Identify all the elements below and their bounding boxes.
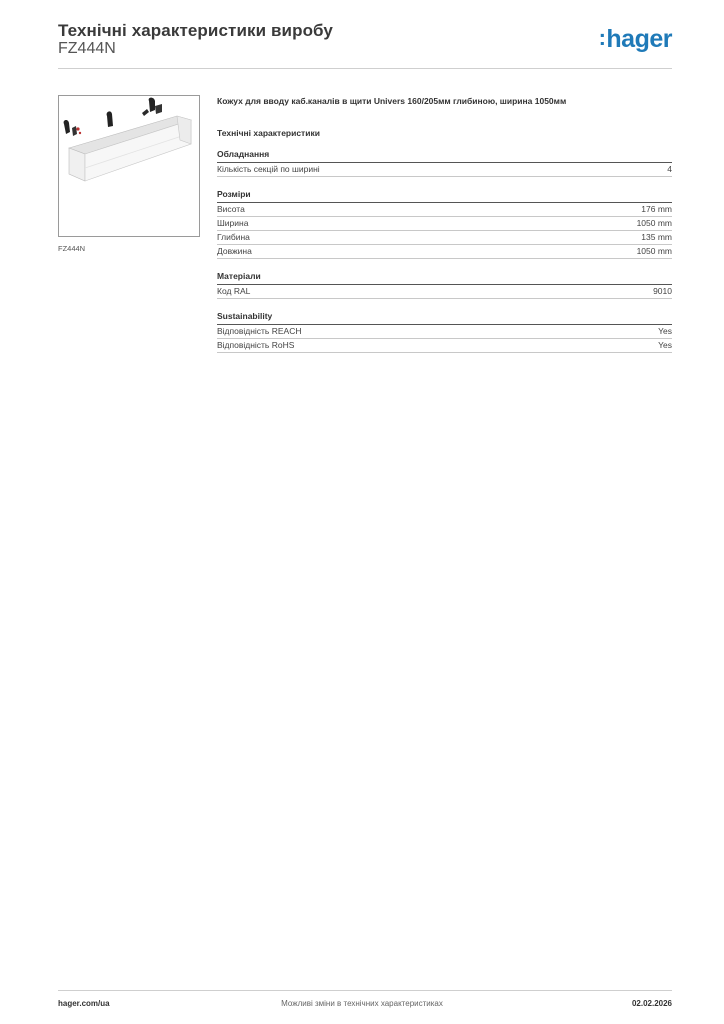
image-caption: FZ444N [58,244,86,253]
page-title: Технічні характеристики виробу [58,21,333,40]
spec-row [217,163,672,177]
product-description: Кожух для вводу каб.каналів в щити Univers 160/205мм глибиною, ширина 1050мм [217,96,567,106]
spec-value: Yes [658,340,672,350]
hager-logo: :hager [598,25,672,53]
spec-row [217,217,672,231]
spec-label: Кількість секцій по ширині [217,164,320,174]
spec-group [217,149,672,177]
spec-value: 4 [667,164,672,174]
spec-label: Ширина [217,218,249,228]
spec-value: 9010 [653,286,672,296]
spec-group [217,311,672,353]
spec-row [217,339,672,353]
spec-row [217,245,672,259]
footer-date: 02.02.2026 [631,999,672,1008]
spec-groups [217,149,672,353]
spec-row [217,325,672,339]
spec-label: Відповідність RoHS [217,340,295,350]
footer-note: Можливі зміни в технічних характеристиках [281,999,443,1008]
spec-group-title: Матеріали [217,271,672,285]
spec-label: Довжина [217,246,252,256]
spec-group-title: Розміри [217,189,672,203]
product-code: FZ444N [58,40,116,57]
spec-label: Глибина [217,232,250,242]
header-divider [58,68,672,69]
spec-value: Yes [658,326,672,336]
spec-row [217,285,672,299]
product-image [58,95,200,237]
page-header [58,21,672,69]
spec-group [217,189,672,259]
spec-label: Відповідність REACH [217,326,302,336]
spec-value: 135 mm [641,232,672,242]
logo-text: hager [606,25,672,53]
spec-group-title: Sustainability [217,311,672,325]
spec-row [217,231,672,245]
spec-label: Код RAL [217,286,251,296]
footer-website[interactable]: hager.com/ua [58,999,110,1008]
specs-section-title: Технічні характеристики [217,128,320,138]
spec-row [217,203,672,217]
product-details [217,96,672,365]
footer-divider [58,990,672,991]
spec-value: 1050 mm [636,246,672,256]
spec-label: Висота [217,204,245,214]
spec-group [217,271,672,299]
spec-value: 1050 mm [636,218,672,228]
spec-group-title: Обладнання [217,149,672,163]
spec-value: 176 mm [641,204,672,214]
